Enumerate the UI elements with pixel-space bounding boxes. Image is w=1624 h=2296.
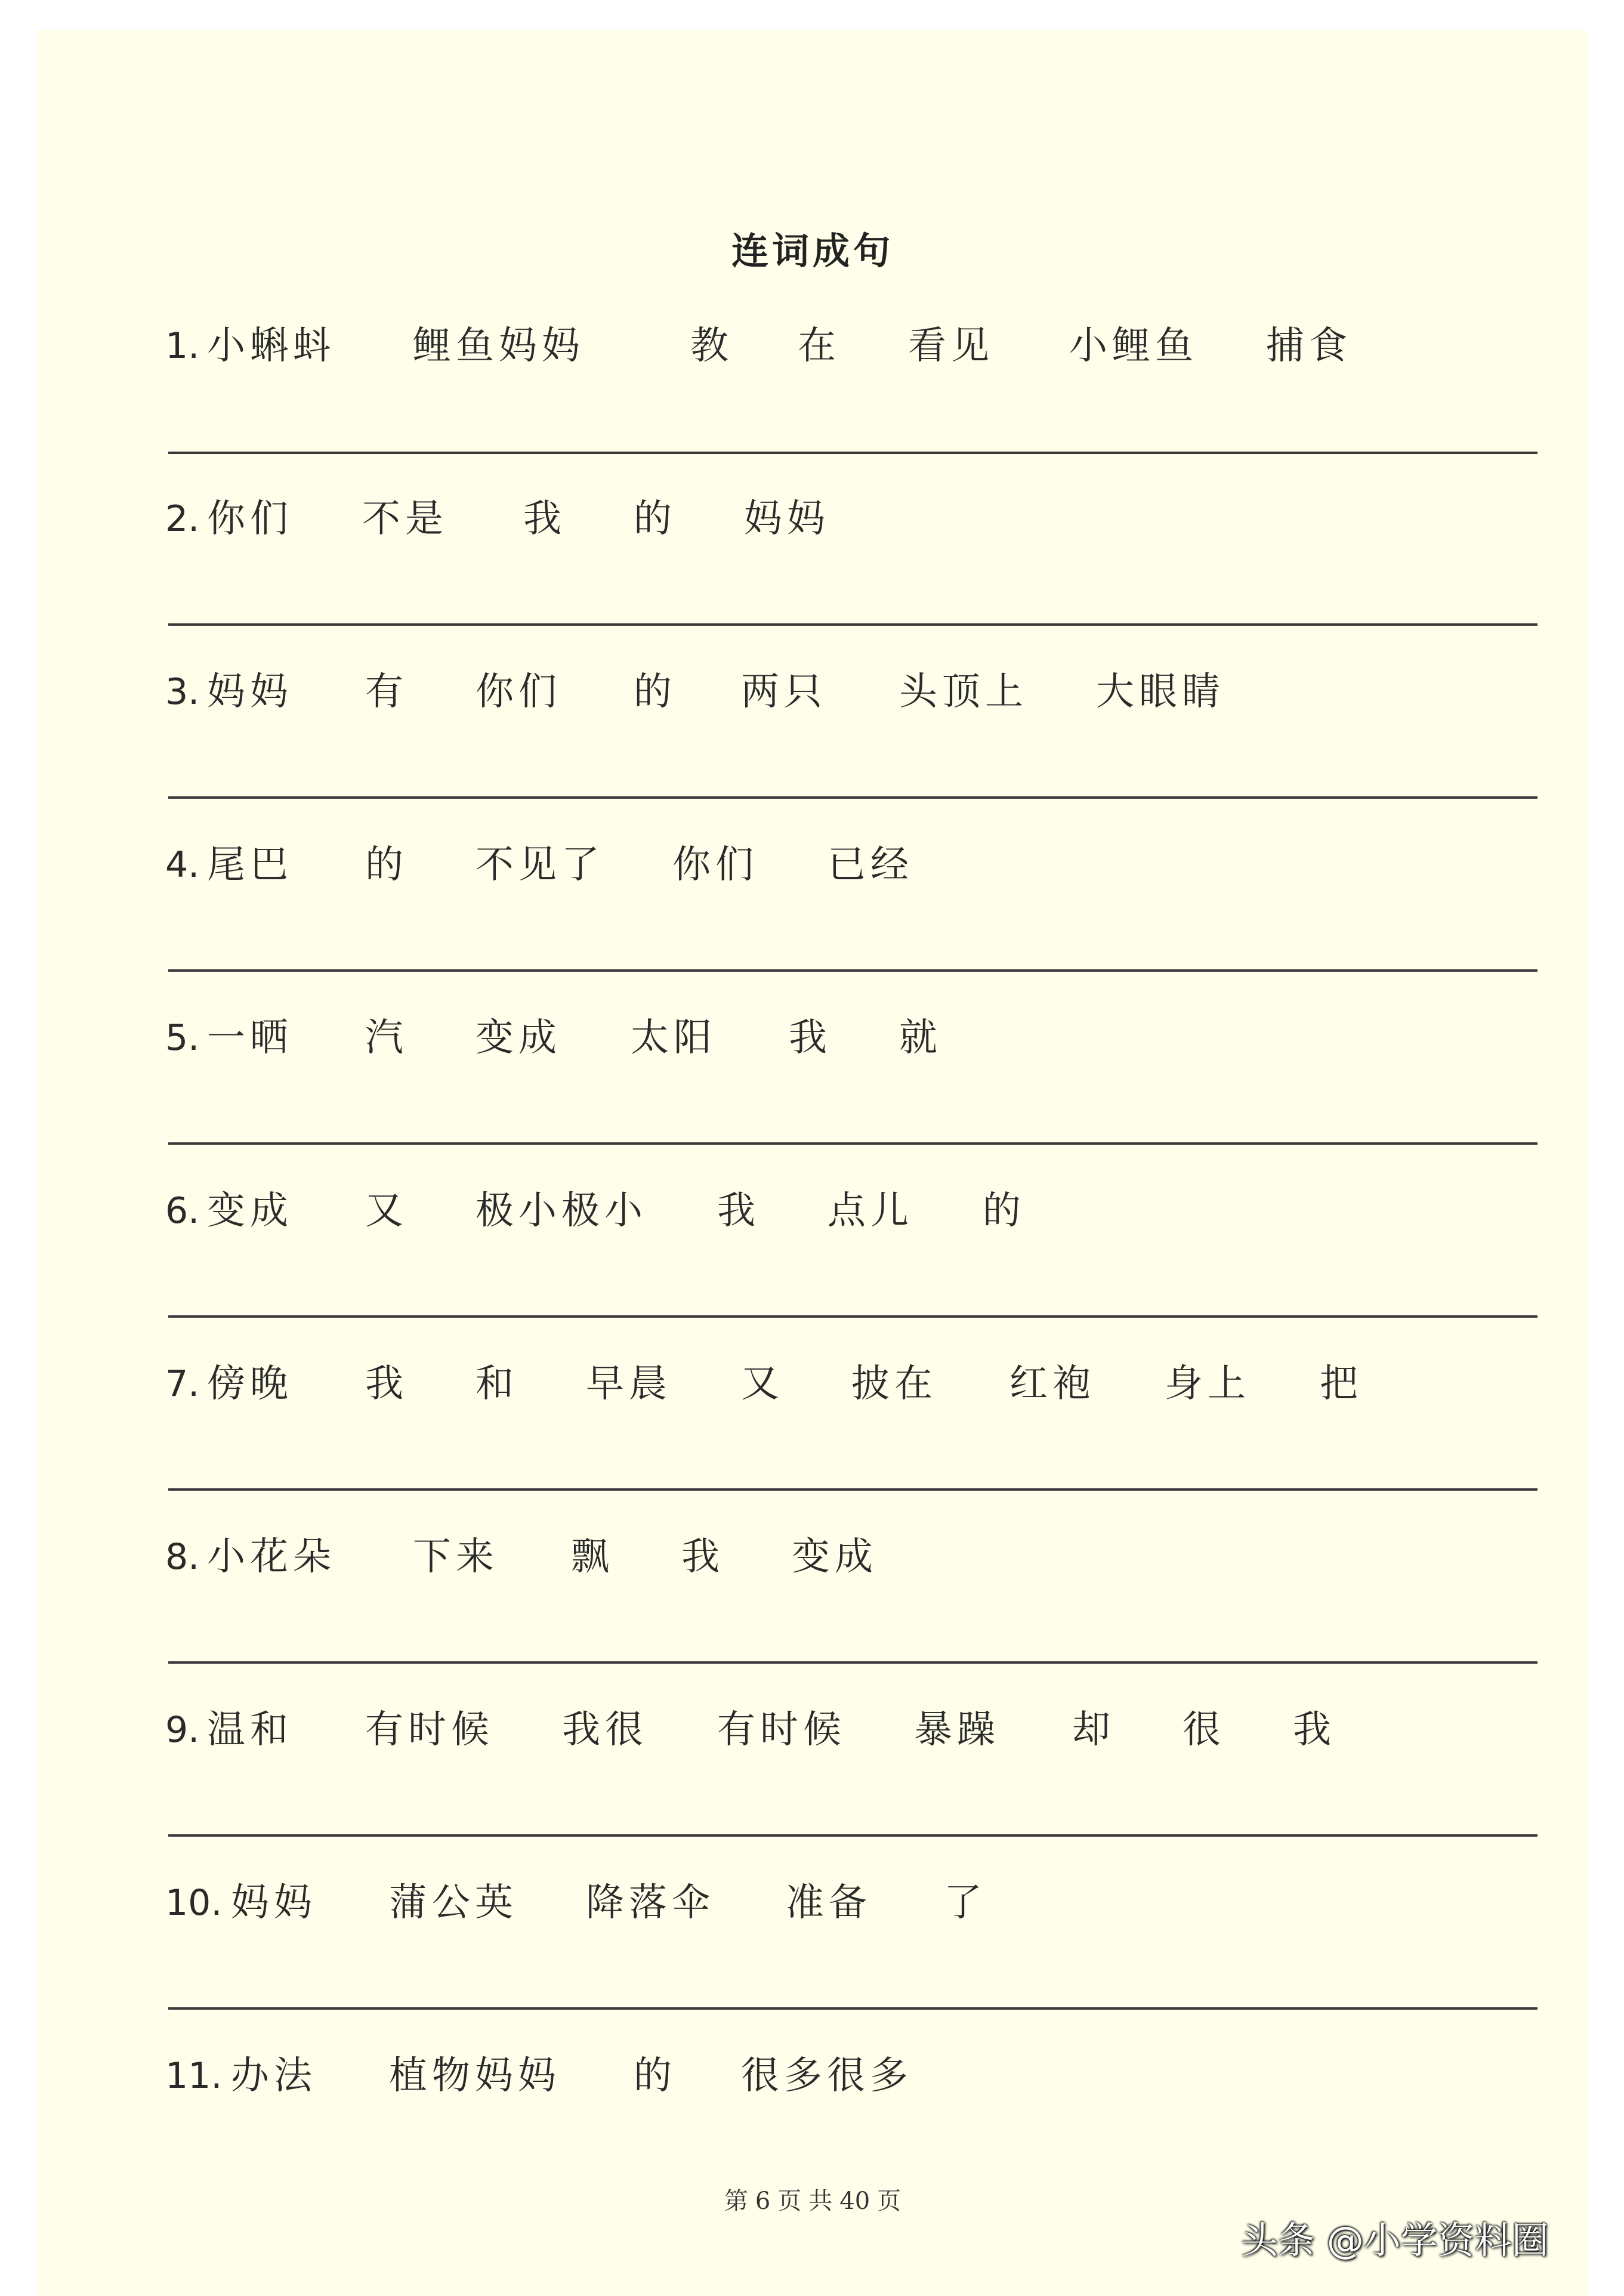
- page-title: 连词成句: [731, 229, 894, 273]
- question-row: [165, 1190, 1537, 1232]
- word-card: 我很: [562, 1708, 648, 1752]
- footer-page-word: 页: [777, 2187, 802, 2215]
- worksheet-page: [37, 30, 1588, 2296]
- word-card: 不是: [362, 497, 448, 541]
- footer-current-page: 6: [755, 2187, 771, 2215]
- answer-line[interactable]: [168, 2007, 1537, 2010]
- question-row: [165, 498, 1537, 540]
- word-card: 很: [1183, 1708, 1225, 1752]
- word-card: 我: [523, 497, 566, 541]
- word-card: 暴躁: [914, 1708, 1000, 1752]
- question-row: [165, 1017, 1537, 1059]
- word-card: 就: [899, 1016, 942, 1060]
- word-card: 有: [365, 670, 408, 714]
- word-card: 又: [741, 1362, 784, 1406]
- word-card: 变成: [792, 1535, 878, 1579]
- page-footer: [37, 2189, 1588, 2213]
- question-number: 1.: [165, 325, 200, 367]
- word-card: 把: [1320, 1362, 1363, 1406]
- word-card: 办法: [231, 2054, 317, 2098]
- word-card: 汽: [365, 1016, 408, 1060]
- question-number: 11.: [165, 2055, 223, 2097]
- question-number: 2.: [165, 498, 200, 540]
- word-card: 变成: [207, 1189, 293, 1233]
- word-card: 你们: [207, 497, 293, 541]
- word-card: 大眼睛: [1096, 670, 1225, 714]
- footer-total-pages: 40: [839, 2187, 870, 2215]
- answer-line[interactable]: [168, 1661, 1537, 1664]
- word-card: 两只: [741, 670, 827, 714]
- question-number: 4.: [165, 844, 200, 886]
- question-number: 7.: [165, 1363, 200, 1405]
- word-card: 已经: [828, 843, 913, 887]
- word-card: 尾巴: [207, 843, 293, 887]
- word-card: 和: [476, 1362, 518, 1406]
- word-card: 小鲤鱼: [1069, 324, 1198, 368]
- question-number: 3.: [165, 671, 200, 713]
- word-card: 有时候: [365, 1708, 494, 1752]
- word-card: 红袍: [1009, 1362, 1095, 1406]
- word-card: 降落伞: [586, 1881, 715, 1925]
- word-card: 下来: [413, 1535, 499, 1579]
- answer-line[interactable]: [168, 623, 1537, 626]
- question-row: [165, 1536, 1537, 1578]
- word-card: 的: [365, 843, 408, 887]
- word-card: 飘: [571, 1535, 614, 1579]
- watermark: 头条 @小学资料圈: [1241, 2218, 1549, 2262]
- word-card: 有时候: [717, 1708, 846, 1752]
- word-card: 我: [717, 1189, 760, 1233]
- answer-line[interactable]: [168, 1315, 1537, 1318]
- question-row: [165, 671, 1537, 713]
- word-card: 的: [634, 2054, 677, 2098]
- question-row: [165, 1882, 1537, 1924]
- answer-line[interactable]: [168, 796, 1537, 799]
- footer-suffix: 页: [877, 2187, 901, 2215]
- word-card: 小花朵: [207, 1535, 336, 1579]
- word-card: 在: [798, 324, 841, 368]
- word-card: 变成: [476, 1016, 561, 1060]
- word-card: 一晒: [207, 1016, 293, 1060]
- word-card: 你们: [672, 843, 758, 887]
- question-row: [165, 1709, 1537, 1751]
- word-card: 小蝌蚪: [207, 324, 336, 368]
- word-card: 的: [634, 670, 677, 714]
- word-card: 不见了: [476, 843, 604, 887]
- word-card: 的: [983, 1189, 1026, 1233]
- word-card: 准备: [786, 1881, 872, 1925]
- footer-total-word: 共: [808, 2187, 833, 2215]
- word-card: 我: [789, 1016, 832, 1060]
- word-card: 教: [690, 324, 733, 368]
- word-card: 的: [634, 497, 677, 541]
- word-card: 捕食: [1266, 324, 1352, 368]
- word-card: 点儿: [828, 1189, 913, 1233]
- word-card: 蒲公英: [389, 1881, 518, 1925]
- question-row: [165, 844, 1537, 886]
- question-number: 10.: [165, 1882, 223, 1924]
- word-card: 却: [1072, 1708, 1115, 1752]
- word-card: 我: [365, 1362, 408, 1406]
- word-card: 很多很多: [741, 2054, 913, 2098]
- word-card: 我: [1293, 1708, 1336, 1752]
- word-card: 极小极小: [476, 1189, 647, 1233]
- question-number: 8.: [165, 1536, 200, 1578]
- word-card: 又: [365, 1189, 408, 1233]
- word-card: 你们: [476, 670, 561, 714]
- question-number: 5.: [165, 1017, 200, 1059]
- word-card: 妈妈: [744, 497, 830, 541]
- word-card: 妈妈: [207, 670, 293, 714]
- question-number: 6.: [165, 1190, 200, 1232]
- answer-line[interactable]: [168, 1142, 1537, 1145]
- word-card: 植物妈妈: [389, 2054, 561, 2098]
- word-card: 傍晚: [207, 1362, 293, 1406]
- answer-line[interactable]: [168, 1488, 1537, 1491]
- footer-prefix: 第: [724, 2187, 748, 2215]
- question-number: 9.: [165, 1709, 200, 1751]
- word-card: 妈妈: [231, 1881, 317, 1925]
- answer-line[interactable]: [168, 969, 1537, 972]
- word-card: 看见: [908, 324, 994, 368]
- answer-line[interactable]: [168, 452, 1537, 454]
- word-card: 了: [944, 1881, 987, 1925]
- word-card: 身上: [1165, 1362, 1251, 1406]
- question-row: [165, 2055, 1537, 2097]
- answer-line[interactable]: [168, 1834, 1537, 1837]
- word-card: 早晨: [586, 1362, 672, 1406]
- word-card: 太阳: [631, 1016, 717, 1060]
- question-row: [165, 1363, 1537, 1405]
- word-card: 披在: [851, 1362, 937, 1406]
- word-card: 温和: [207, 1708, 293, 1752]
- question-row: [165, 325, 1537, 367]
- word-card: 头顶上: [899, 670, 1028, 714]
- word-card: 我: [681, 1535, 724, 1579]
- word-card: 鲤鱼妈妈: [413, 324, 585, 368]
